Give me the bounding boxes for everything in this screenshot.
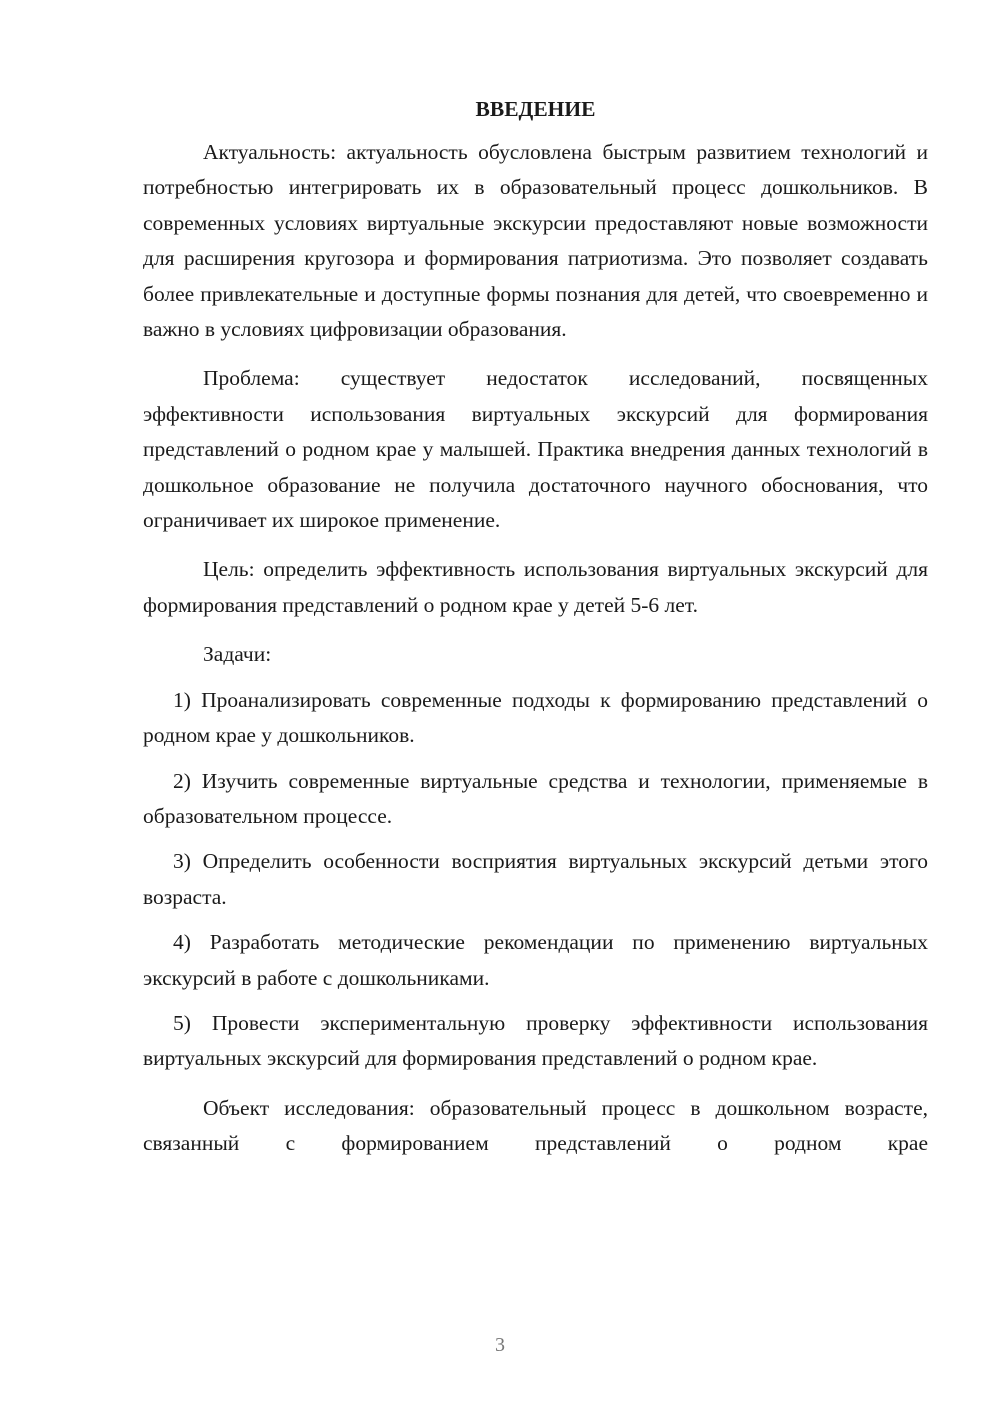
task-item-3: 3) Определить особенности восприятия виртуальных экскурсий детьми этого возраста. xyxy=(143,849,928,909)
goal-paragraph: Цель: определить эффективность использования виртуальных экскурсий для формирования представлений о родном крае у детей 5-6 лет. xyxy=(143,557,928,617)
task-item-4: 4) Разработать методические рекомендации по применению виртуальных экскурсий в работе с дошкольниками. xyxy=(143,930,928,990)
tasks-heading: Задачи: xyxy=(203,642,272,667)
document-page xyxy=(143,92,928,1162)
task-item-5: 5) Провести экспериментальную проверку эффективности использования виртуальных экскурсий для формирования представлений о родном крае. xyxy=(143,1010,928,1071)
task-item-2: 2) Изучить современные виртуальные средства и технологии, применяемые в образовательном процессе. xyxy=(143,768,928,828)
section-title: ВВЕДЕНИЕ xyxy=(475,97,596,121)
problem-paragraph: Проблема: существует недостаток исследований, посвященных эффективности использования виртуальных экскурсий для формирования представлений о родном крае у малышей. Практика внедрения данных технологий в дошкольное образование не получила достаточного научного обоснования, что ограничивает их широкое применение. xyxy=(143,366,928,533)
page-number: 3 xyxy=(495,1334,505,1356)
object-paragraph: Объект исследования: образовательный процесс в дошкольном возрасте, связанный с формированием представлений о родном крае xyxy=(143,1095,928,1156)
task-item-1: 1) Проанализировать современные подходы к формированию представлений о родном крае у дошкольников. xyxy=(143,687,928,748)
relevance-paragraph: Актуальность: актуальность обусловлена быстрым развитием технологий и потребностью интегрировать их в образовательный процесс дошкольников. В современных условиях виртуальные экскурсии предоставляют новые возможности для расширения кругозора и формирования патриотизма. Это позволяет создавать более привлекательные и доступные формы познания для детей, что своевременно и важно в условиях цифровизации образования. xyxy=(143,140,928,342)
